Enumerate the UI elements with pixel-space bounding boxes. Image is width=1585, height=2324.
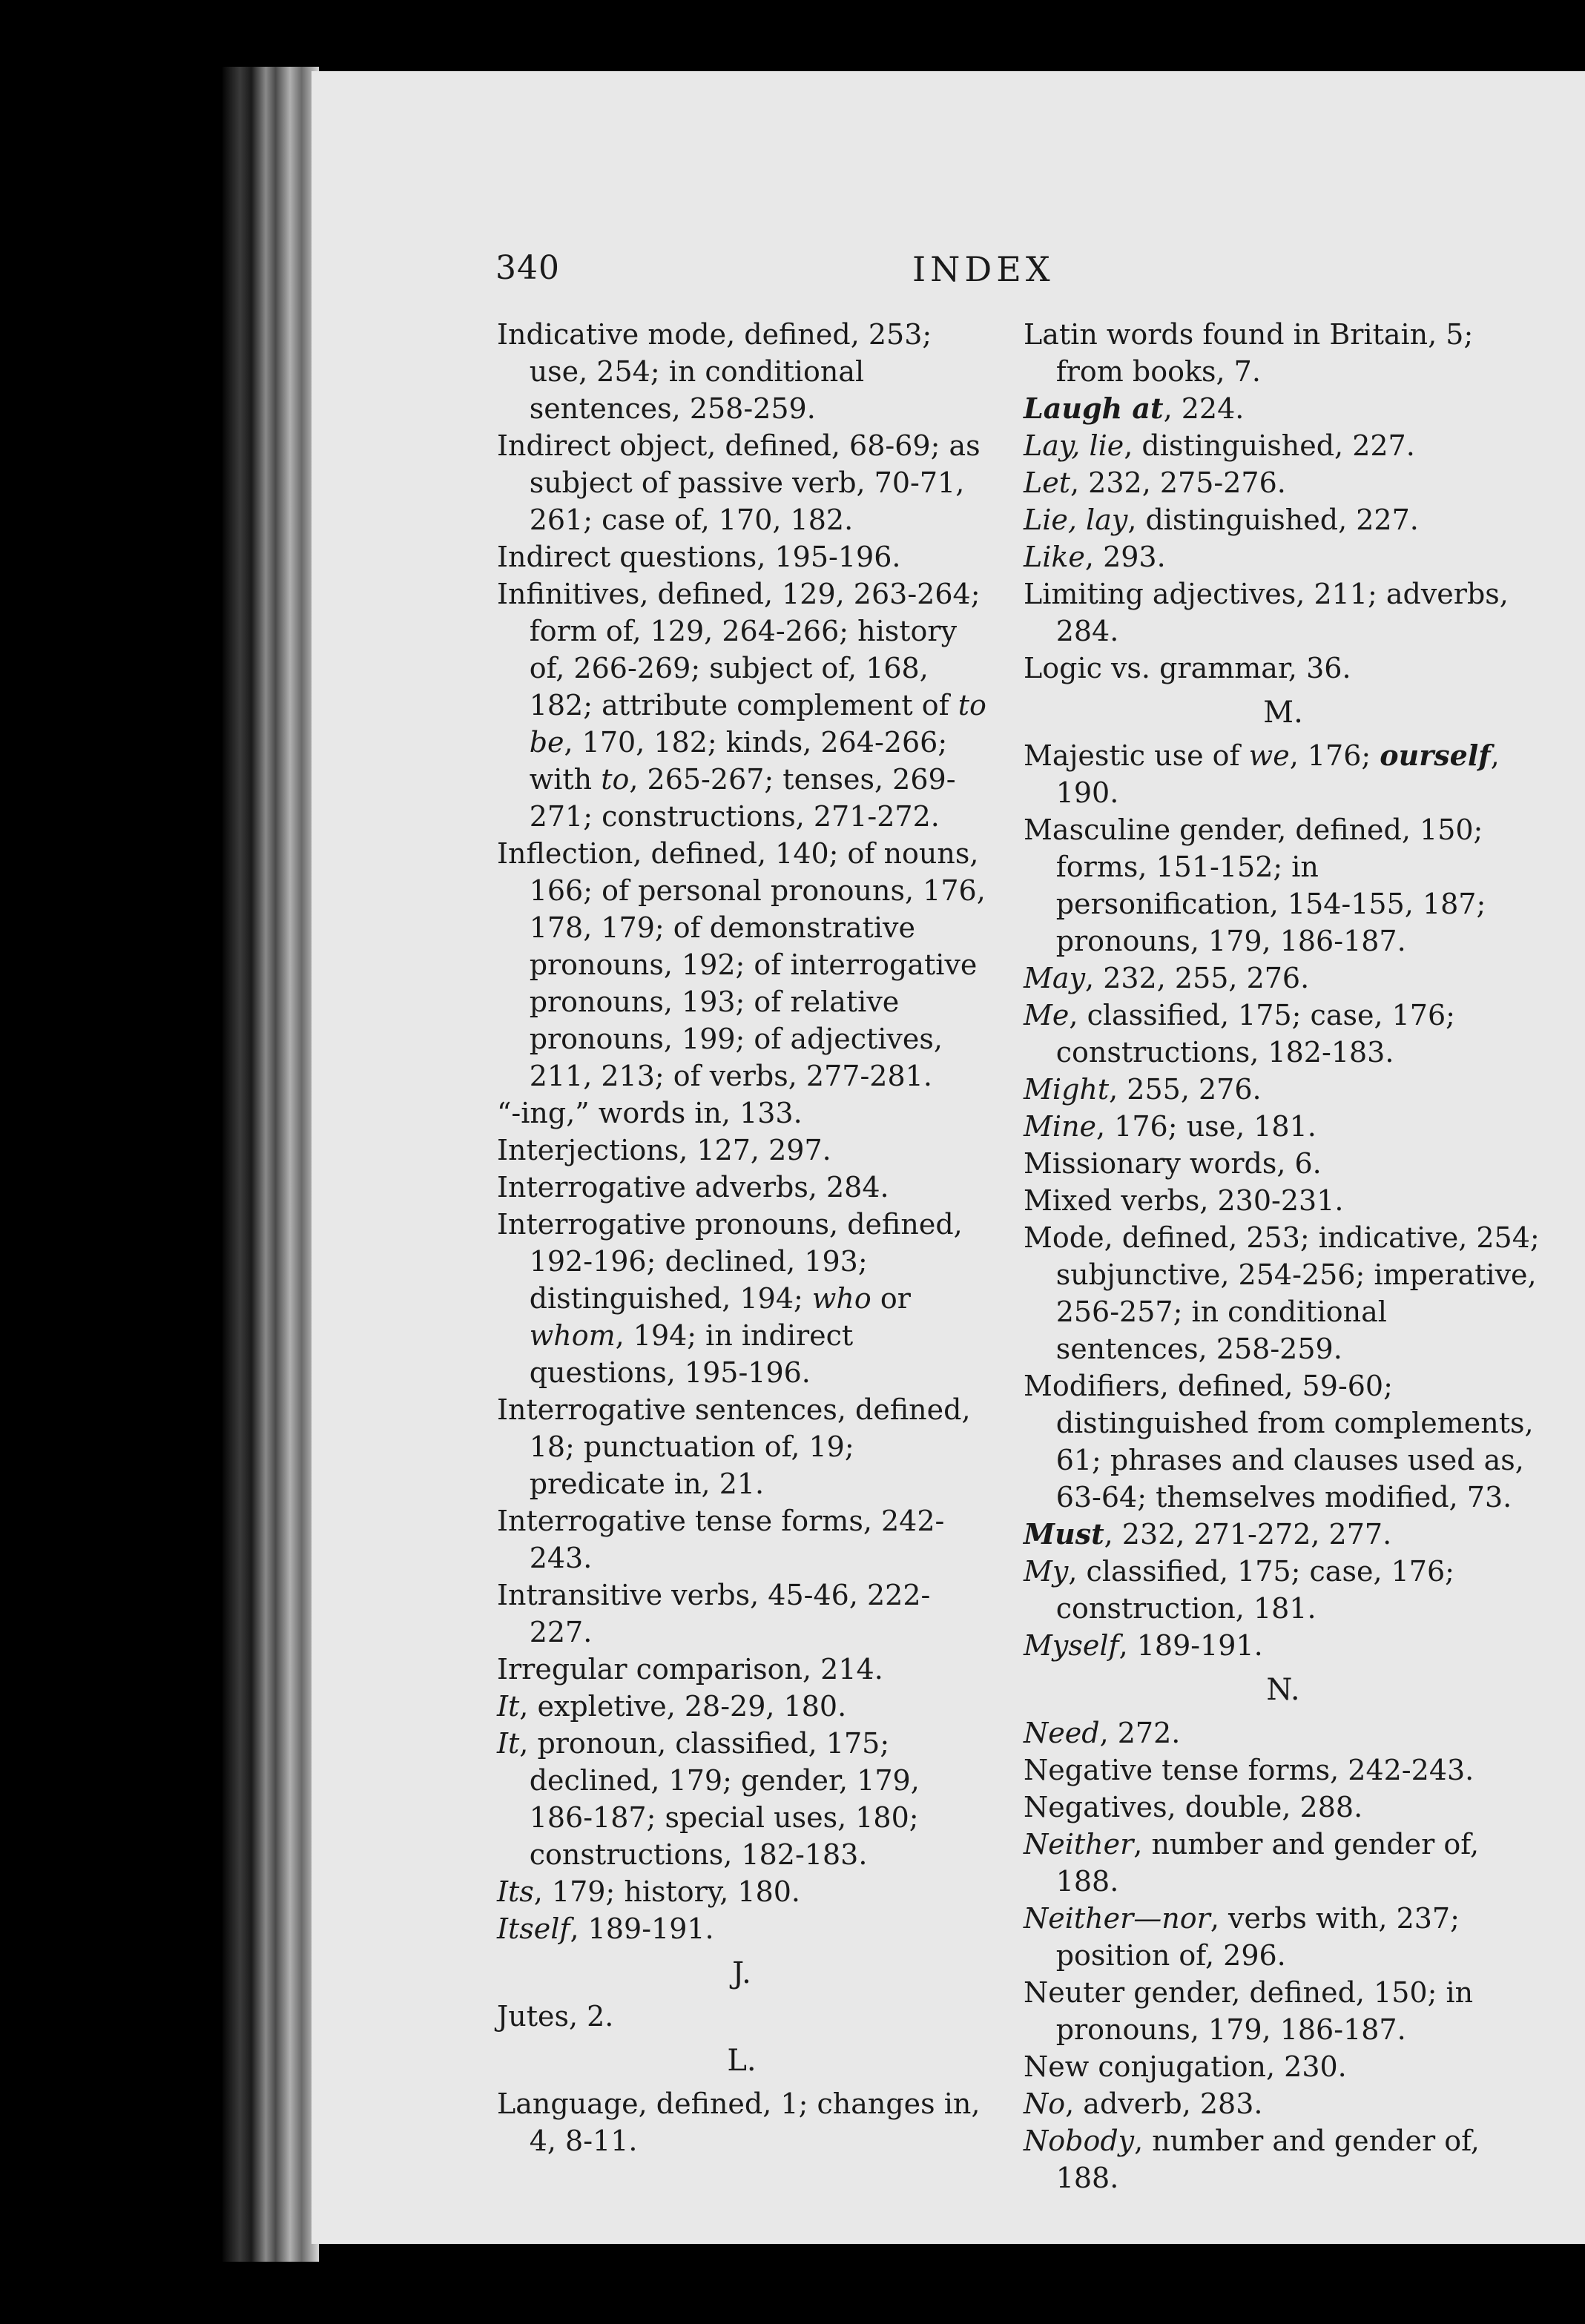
index-text-run: Infinitives, defined, 129, 263-264; form of, 129, 264-266; history of, 266-269; subject of, 168, 182; attribute complement of [497, 578, 981, 722]
index-entry [497, 1132, 986, 1169]
index-text-run: Me [1024, 999, 1070, 1031]
index-entry [1024, 997, 1543, 1071]
index-text-run: Its [497, 1875, 534, 1908]
index-text-run: Must [1024, 1517, 1104, 1551]
index-entry [1024, 1145, 1543, 1182]
index-entry [1024, 1900, 1543, 1974]
index-entry [1024, 464, 1543, 501]
index-text-run: Language, defined, 1; changes in, 4, 8-11. [497, 2087, 981, 2157]
index-entry [497, 1910, 986, 1947]
index-text-run: , 293. [1084, 541, 1166, 573]
index-text-run: , 232, 255, 276. [1085, 962, 1310, 994]
index-text-run: Modifiers, defined, 59-60; distinguished from complements, 61; phrases and clauses used as, 63-64; themselves modified, 73. [1024, 1370, 1534, 1513]
index-entry [497, 316, 986, 427]
index-entry [497, 1095, 986, 1132]
index-entry [1024, 737, 1543, 811]
book-page [312, 71, 1585, 2244]
index-text-run: , number and gender of, 188. [1055, 1828, 1480, 1898]
index-entry [1024, 1071, 1543, 1108]
index-text-run: “-ing,” words in, 133. [497, 1097, 803, 1129]
index-text-run: Negatives, double, 288. [1024, 1791, 1363, 1823]
index-text-run: Indicative mode, defined, 253; use, 254; in conditional sentences, 258-259. [497, 318, 932, 425]
index-text-run: Laugh at [1024, 392, 1164, 425]
index-text-run: Lie, lay [1024, 504, 1128, 536]
running-head: INDEX [912, 249, 1055, 289]
index-text-run: Interjections, 127, 297. [497, 1134, 831, 1166]
index-entry [497, 1169, 986, 1206]
index-entry [1024, 1516, 1543, 1553]
index-text-run: Irregular comparison, 214. [497, 1653, 883, 1686]
index-text-run: we [1248, 739, 1290, 772]
index-text-run: Latin words found in Britain, 5; from books, 7. [1024, 318, 1474, 388]
index-entry [1024, 427, 1543, 464]
index-text-run: Might [1024, 1073, 1110, 1106]
index-entry [497, 1725, 986, 1873]
index-text-run: Indirect questions, 195-196. [497, 541, 901, 573]
book-binding-edge [223, 67, 319, 2262]
index-text-run: , 176; [1289, 739, 1380, 772]
index-entry [1024, 1553, 1543, 1627]
index-text-run: to [601, 763, 630, 796]
index-text-run: Nobody [1024, 2125, 1135, 2157]
index-text-run: , 179; history, 180. [533, 1875, 800, 1908]
index-text-run: Lay, lie [1024, 429, 1124, 462]
index-letter-heading [1024, 694, 1543, 731]
index-text-run: , 189-191. [1118, 1629, 1263, 1662]
index-text-run: Intransitive verbs, 45-46, 222-227. [497, 1579, 931, 1648]
index-entry [1024, 538, 1543, 575]
index-text-run: Interrogative pronouns, defined, 192-196; declined, 193; distinguished, 194; [497, 1208, 963, 1315]
index-entry [1024, 811, 1543, 960]
index-text-run: N. [1266, 1673, 1300, 1707]
index-text-run: , 170, 182; kinds, 264-266; with [529, 726, 948, 796]
index-text-run: Like [1024, 541, 1085, 573]
index-entry [1024, 2048, 1543, 2085]
index-entry [1024, 1108, 1543, 1145]
index-entry [1024, 1752, 1543, 1789]
index-text-run: Interrogative adverbs, 284. [497, 1171, 889, 1204]
index-text-run: It [497, 1727, 520, 1760]
index-text-run: , classified, 175; case, 176; constructions, 182-183. [1055, 999, 1455, 1069]
index-entry [1024, 1367, 1543, 1516]
index-entry [1024, 650, 1543, 687]
index-text-run: Masculine gender, defined, 150; forms, 151-152; in personification, 154-155, 187; pronouns, 179, 186-187. [1024, 813, 1486, 957]
index-text-run: , classified, 175; case, 176; construction, 181. [1055, 1555, 1454, 1625]
index-text-run: , 194; in indirect questions, 195-196. [529, 1319, 854, 1389]
index-text-run: , 190. [1055, 739, 1500, 809]
index-text-run: L. [727, 2044, 757, 2078]
index-letter-heading [1024, 1671, 1543, 1709]
index-text-run: to be [529, 689, 986, 759]
index-text-run: Mine [1024, 1110, 1097, 1143]
index-text-run: ourself [1380, 739, 1491, 772]
index-text-run: Mixed verbs, 230-231. [1024, 1184, 1344, 1217]
index-text-run: It [497, 1690, 520, 1723]
index-entry [497, 1502, 986, 1577]
index-entry [497, 538, 986, 575]
index-text-run: Itself [497, 1912, 570, 1945]
index-entry [497, 1206, 986, 1391]
index-entry [497, 2085, 986, 2159]
index-entry [497, 575, 986, 835]
index-text-run: , 176; use, 181. [1096, 1110, 1317, 1143]
index-text-run: Missionary words, 6. [1024, 1147, 1322, 1180]
page-number: 340 [495, 249, 560, 287]
index-text-run: , 224. [1163, 392, 1245, 425]
index-entry [497, 1688, 986, 1725]
index-text-run: Mode, defined, 253; indicative, 254; subjunctive, 254-256; imperative, 256-257; in conditional sentences, 258-259. [1024, 1221, 1540, 1365]
index-text-run: Neuter gender, defined, 150; in pronouns, 179, 186-187. [1024, 1976, 1474, 2046]
index-text-run: Neither—nor [1024, 1902, 1210, 1935]
index-text-run: Indirect object, defined, 68-69; as subject of passive verb, 70-71, 261; case of, 170, 182. [497, 429, 981, 536]
index-entry [1024, 2085, 1543, 2122]
index-text-run: No [1024, 2087, 1066, 2120]
index-entry [1024, 501, 1543, 538]
index-text-run: Interrogative sentences, defined, 18; punctuation of, 19; predicate in, 21. [497, 1393, 971, 1500]
index-entry [1024, 1627, 1543, 1664]
index-entry [497, 427, 986, 538]
index-text-run: Jutes, 2. [497, 2000, 614, 2033]
index-text-run: , 189-191. [570, 1912, 714, 1945]
index-letter-heading [497, 2042, 986, 2079]
index-text-run: , 265-267; tenses, 269-271; constructions, 271-272. [529, 763, 956, 833]
index-text-run: Let [1024, 466, 1070, 499]
index-entry [1024, 960, 1543, 997]
index-text-run: J. [732, 1956, 751, 1990]
index-text-run: Logic vs. grammar, 36. [1024, 652, 1351, 684]
index-entry [1024, 1974, 1543, 2048]
index-text-run: , adverb, 283. [1065, 2087, 1263, 2120]
index-entry [1024, 316, 1543, 390]
index-text-run: or [871, 1282, 911, 1315]
index-entry [497, 1873, 986, 1910]
index-text-run: Neither [1024, 1828, 1134, 1861]
index-text-run: whom [529, 1319, 616, 1352]
index-entry [1024, 1182, 1543, 1219]
index-entry [497, 1998, 986, 2035]
index-text-run: Majestic use of [1024, 739, 1249, 772]
index-text-run: Myself [1024, 1629, 1119, 1662]
index-text-run: , 232, 275-276. [1070, 466, 1286, 499]
index-letter-heading [497, 1955, 986, 1992]
index-entry [497, 1391, 986, 1502]
index-text-run: New conjugation, 230. [1024, 2050, 1347, 2083]
index-text-run: My [1024, 1555, 1069, 1588]
index-column-left [497, 316, 986, 2159]
index-entry [1024, 1789, 1543, 1826]
index-text-run: , 232, 271-272, 277. [1104, 1518, 1392, 1551]
index-text-run: Inflection, defined, 140; of nouns, 166; of personal pronouns, 176, 178, 179; of demonstrative pronouns, 192; of interrogative pronouns, 193; of relative pronouns, 199; of adjectives, 211, 213; of verbs, 277-281. [497, 837, 986, 1092]
index-column-right [1024, 316, 1543, 2196]
index-entry [497, 1577, 986, 1651]
index-text-run: Limiting adjectives, 211; adverbs, 284. [1024, 578, 1509, 647]
index-text-run: , 272. [1099, 1717, 1181, 1749]
index-entry [1024, 1714, 1543, 1752]
index-entry [1024, 575, 1543, 650]
index-entry [1024, 1219, 1543, 1367]
index-text-run: May [1024, 962, 1086, 994]
index-entry [1024, 1826, 1543, 1900]
index-entry [497, 1651, 986, 1688]
index-text-run: , 255, 276. [1109, 1073, 1262, 1106]
index-text-run: M. [1263, 696, 1303, 730]
index-text-run: , distinguished, 227. [1127, 504, 1419, 536]
index-text-run: Negative tense forms, 242-243. [1024, 1754, 1474, 1786]
index-entry [497, 835, 986, 1095]
index-text-run: who [811, 1282, 871, 1315]
index-text-run: Need [1024, 1717, 1100, 1749]
index-entry [1024, 2122, 1543, 2196]
index-entry [1024, 390, 1543, 427]
index-text-run: , number and gender of, 188. [1055, 2125, 1480, 2194]
index-text-run: Interrogative tense forms, 242-243. [497, 1505, 945, 1574]
index-text-run: , expletive, 28-29, 180. [519, 1690, 847, 1723]
index-text-run: , distinguished, 227. [1124, 429, 1415, 462]
index-text-run: , pronoun, classified, 175; declined, 179; gender, 179, 186-187; special uses, 180; constructions, 182-183. [519, 1727, 920, 1871]
index-text-run: , verbs with, 237; position of, 296. [1055, 1902, 1460, 1972]
